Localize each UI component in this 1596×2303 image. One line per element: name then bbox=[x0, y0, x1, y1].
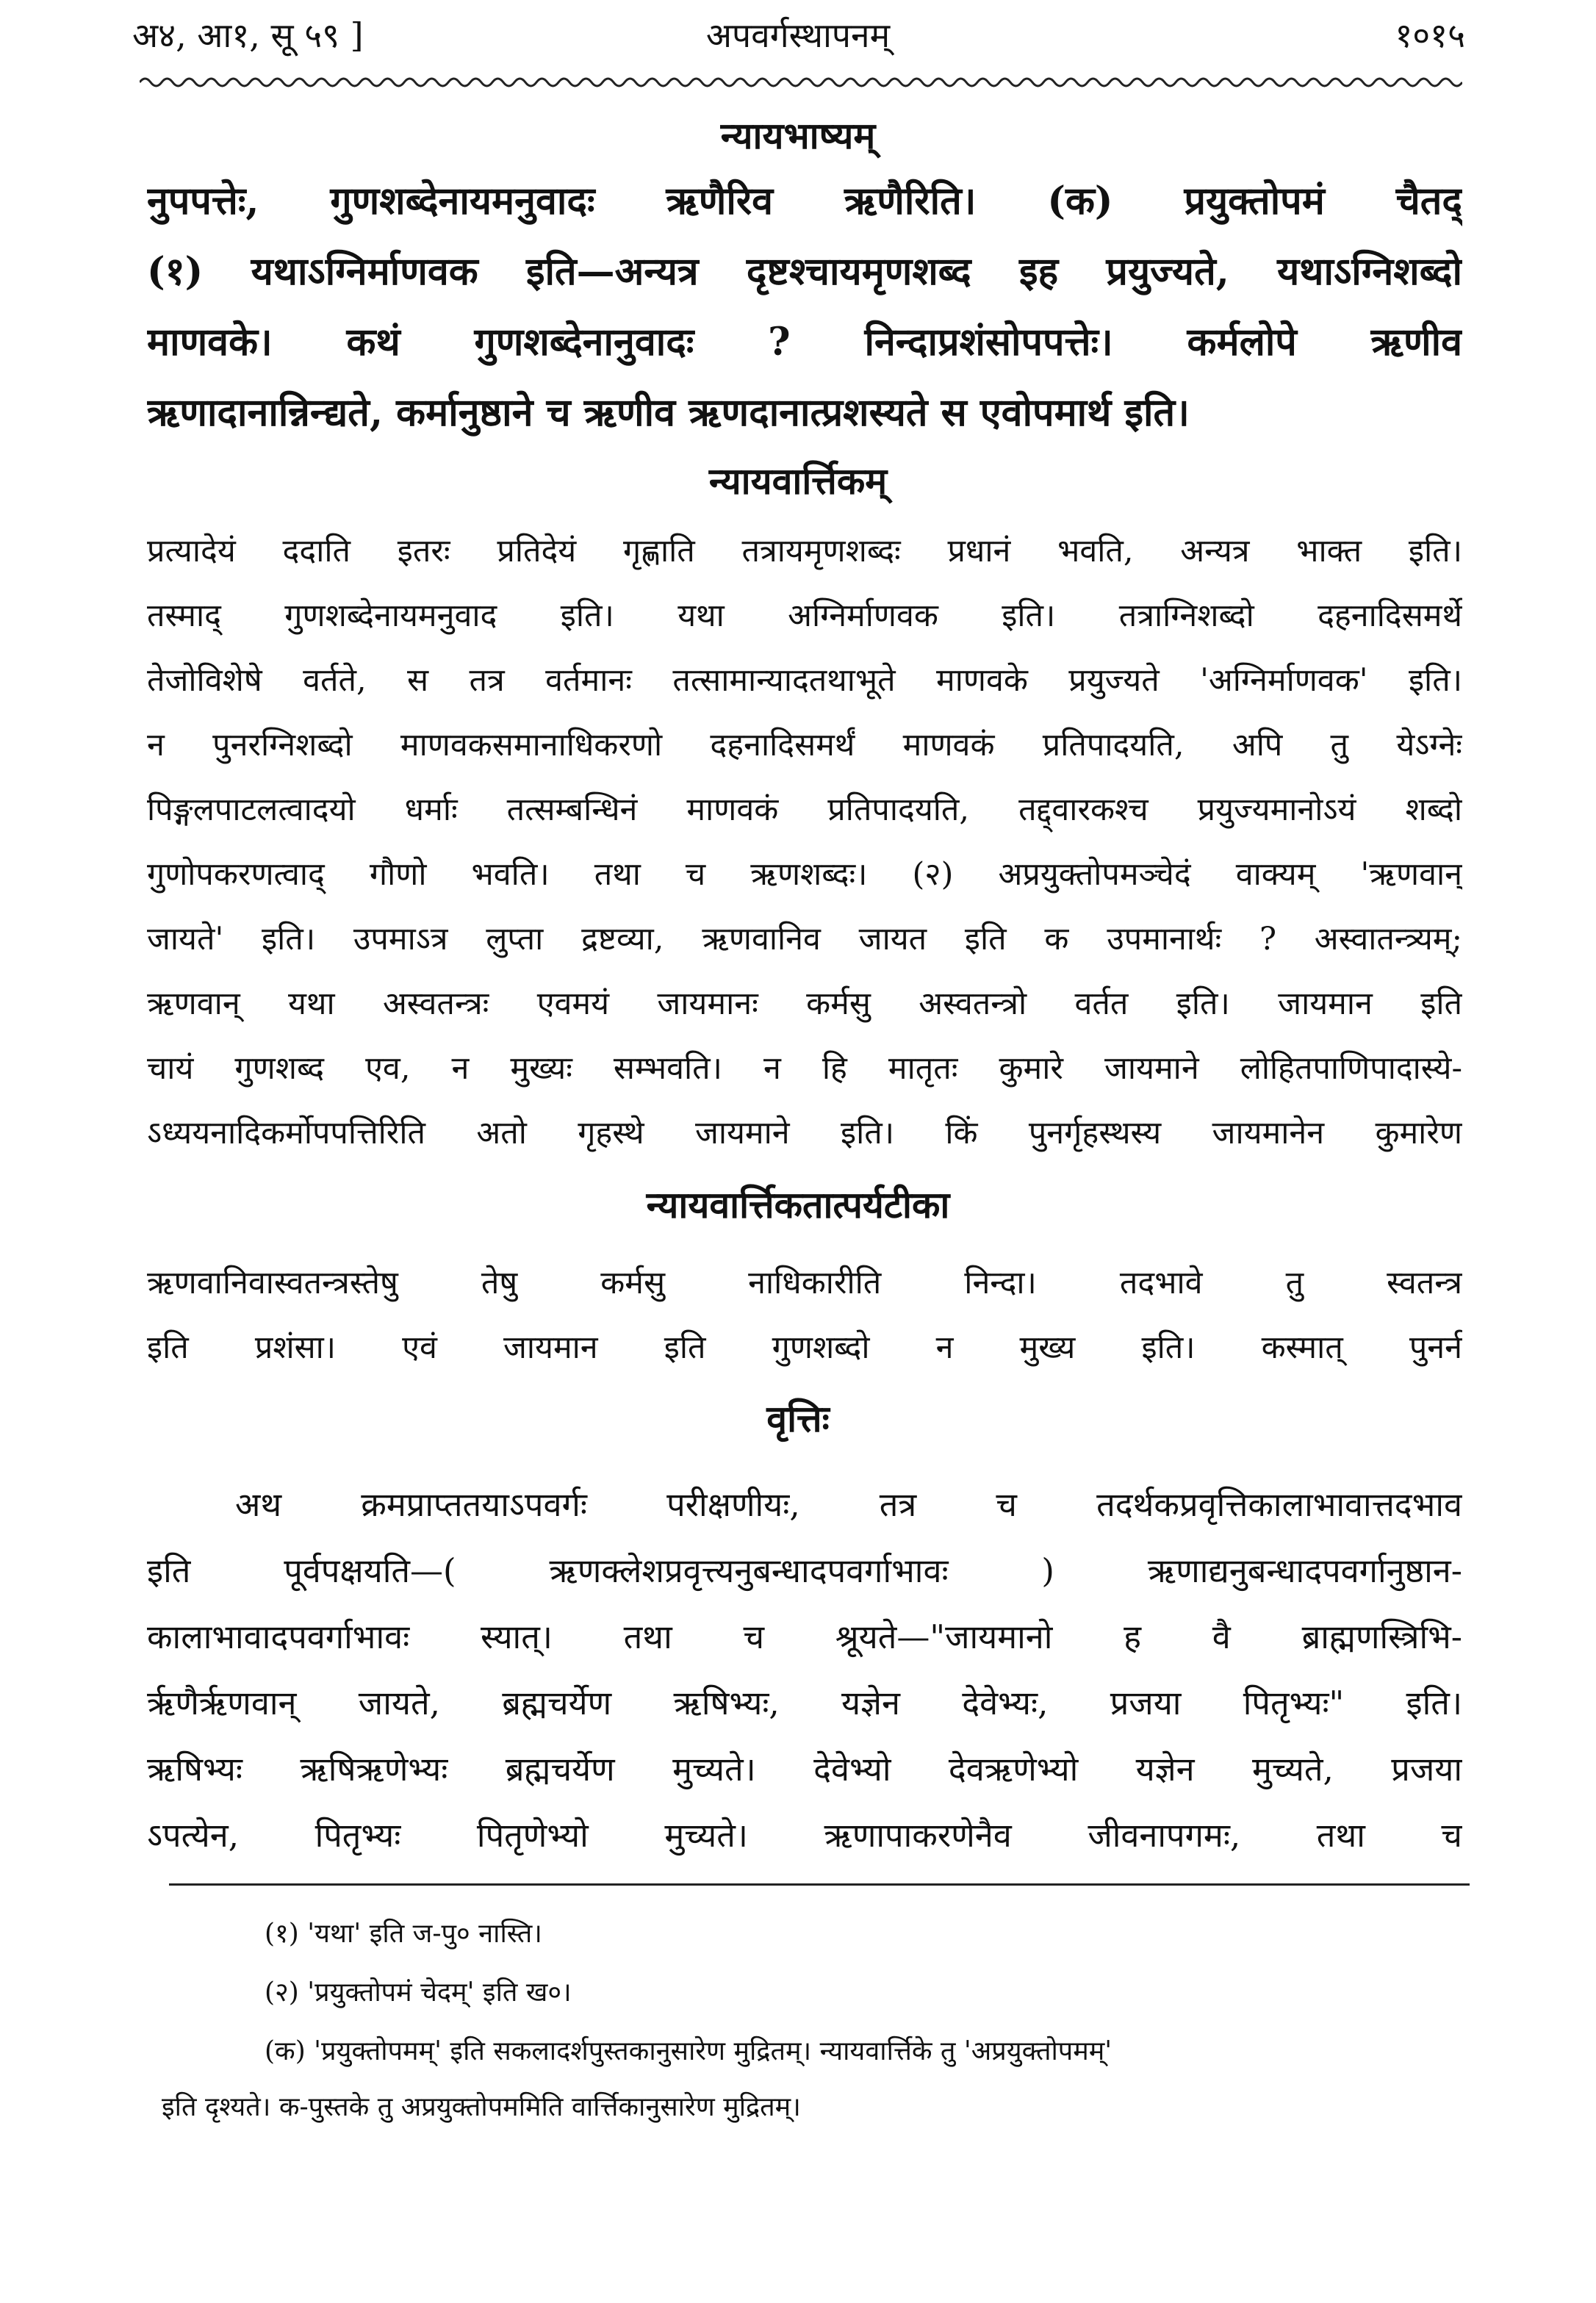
footnote-1: (१) 'यथा' इति ज-पु० नास्ति। bbox=[265, 1919, 542, 1949]
page-number: १०१५ bbox=[1395, 15, 1465, 55]
bhashya-line-1: नुपपत्तेः, गुणशब्देनायमनुवादः ऋणैरिव ऋणैरिति। (क) प्रयुक्तोपमं चैतद् bbox=[147, 179, 1462, 223]
vritti-line-2: इति पूर्वपक्षयति—( ऋणक्लेशप्रवृत्त्यनुबन्धादपवर्गाभावः ) ऋणाद्यनुबन्धादपवर्गानुष्ठान- bbox=[147, 1551, 1462, 1590]
tika-heading: न्यायवार्त्तिकतात्पर्यटीका bbox=[646, 1183, 950, 1226]
vartika-line-10: ऽध्ययनादिकर्मोपपत्तिरिति अतो गृहस्थे जायमाने इति। किं पुनर्गृहस्थस्य जायमानेन कुमारेण bbox=[147, 1115, 1462, 1152]
vartika-line-2: तस्माद् गुणशब्देनायमनुवाद इति। यथा अग्निर्माणवक इति। तत्राग्निशब्दो दहनादिसमर्थे bbox=[147, 597, 1462, 634]
header-title: अपवर्गस्थापनम् bbox=[705, 15, 891, 55]
bhashya-line-4: ऋणादानान्निन्द्यते, कर्मानुष्ठाने च ऋणीव ऋणदानात्प्रशस्यते स एवोपमार्थ इति। bbox=[147, 390, 1190, 435]
vartika-line-8: ऋणवान् यथा अस्वतन्त्रः एवमयं जायमानः कर्मसु अस्वतन्त्रो वर्तत इति। जायमान इति bbox=[147, 985, 1462, 1022]
vritti-heading: वृत्तिः bbox=[766, 1397, 830, 1440]
vartika-line-7: जायते' इति। उपमाऽत्र लुप्ता द्रष्टव्या, ऋणवानिव जायत इति क उपमानार्थः ? अस्वातन्त्र्यम्; bbox=[147, 921, 1462, 958]
vritti-line-6: ऽपत्येन, पितृभ्यः पितृणेभ्यो मुच्यते। ऋणापाकरणेनैव जीवनापगमः, तथा च bbox=[147, 1816, 1462, 1855]
vartika-line-4: न पुनरग्निशब्दो माणवकसमानाधिकरणो दहनादिसमर्थं माणवकं प्रतिपादयति, अपि तु येऽग्नेः bbox=[147, 727, 1462, 764]
header-wavy-rule bbox=[140, 73, 1462, 91]
bhashya-heading: न्यायभाष्यम् bbox=[720, 114, 876, 157]
vritti-line-3: कालाभावादपवर्गाभावः स्यात्। तथा च श्रूयते—"जायमानो ह वै ब्राह्मणस्त्रिभि- bbox=[147, 1617, 1462, 1656]
header-citation: अ४, आ१, सू ५९ ] bbox=[132, 15, 364, 55]
vartika-line-9: चायं गुणशब्द एव, न मुख्यः सम्भवति। न हि मातृतः कुमारे जायमाने लोहितपाणिपादास्ये- bbox=[147, 1050, 1462, 1087]
vritti-line-4: र्ऋणैर्ऋणवान् जायते, ब्रह्मचर्येण ऋषिभ्यः, यज्ञेन देवेभ्यः, प्रजया पितृभ्यः" इति। bbox=[147, 1684, 1462, 1722]
vartika-line-6: गुणोपकरणत्वाद् गौणो भवति। तथा च ऋणशब्दः। (२) अप्रयुक्तोपमञ्चेदं वाक्यम् 'ऋणवान् bbox=[147, 856, 1462, 893]
bhashya-line-2: (१) यथाऽग्निर्माणवक इति—अन्यत्र दृष्टश्चायमृणशब्द इह प्रयुज्यते, यथाऽग्निशब्दो bbox=[147, 249, 1462, 294]
footnote-2: (२) 'प्रयुक्तोपमं चेदम्' इति ख०। bbox=[265, 1977, 572, 2008]
vartika-heading: न्यायवार्त्तिकम् bbox=[708, 459, 888, 503]
footnote-k-line-1: (क) 'प्रयुक्तोपमम्' इति सकलादर्शपुस्तकानुसारेण मुद्रितम्। न्यायवार्त्तिके तु 'अप्रयुक्तोपमम्' bbox=[265, 2036, 1112, 2066]
vritti-line-1: अथ क्रमप्राप्ततयाऽपवर्गः परीक्षणीयः, तत्र च तदर्थकप्रवृत्तिकालाभावात्तदभाव bbox=[235, 1485, 1462, 1524]
vartika-line-3: तेजोविशेषे वर्तते, स तत्र वर्तमानः तत्सामान्यादतथाभूते माणवके प्रयुज्यते 'अग्निर्माणवक' इति। bbox=[147, 662, 1462, 699]
bhashya-line-3: माणवके। कथं गुणशब्देनानुवादः ? निन्दाप्रशंसोपपत्तेः। कर्मलोपे ऋणीव bbox=[147, 320, 1462, 364]
footnote-k-line-2: इति दृश्यते। क-पुस्तके तु अप्रयुक्तोपममिति वार्त्तिकानुसारेण मुद्रितम्। bbox=[162, 2092, 801, 2122]
vritti-line-5: ऋषिभ्यः ऋषिऋणेभ्यः ब्रह्मचर्येण मुच्यते। देवेभ्यो देवऋणेभ्यो यज्ञेन मुच्यते, प्रजया bbox=[147, 1750, 1462, 1789]
tika-line-2: इति प्रशंसा। एवं जायमान इति गुणशब्दो न मुख्य इति। कस्मात् पुनर्न bbox=[147, 1329, 1462, 1366]
footnote-divider bbox=[169, 1883, 1470, 1886]
vartika-line-5: पिङ्गलपाटलत्वादयो धर्माः तत्सम्बन्धिनं माणवकं प्रतिपादयति, तद्द्वारकश्च प्रयुज्यमानोऽयं शब्दो bbox=[147, 791, 1462, 828]
tika-line-1: ऋणवानिवास्वतन्त्रस्तेषु तेषु कर्मसु नाधिकारीति निन्दा। तदभावे तु स्वतन्त्र bbox=[147, 1265, 1462, 1301]
vartika-line-1: प्रत्यादेयं ददाति इतरः प्रतिदेयं गृह्णाति तत्रायमृणशब्दः प्रधानं भवति, अन्यत्र भाक्त इति। bbox=[147, 533, 1462, 570]
